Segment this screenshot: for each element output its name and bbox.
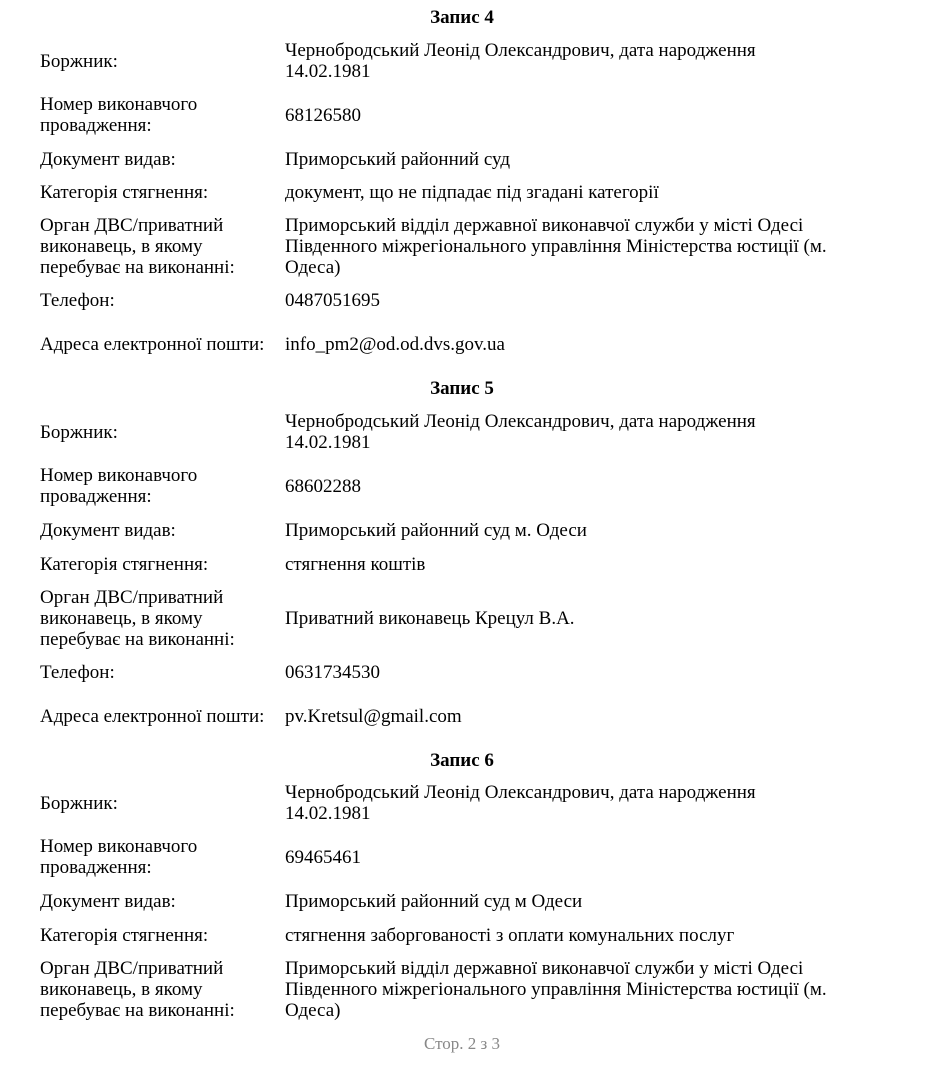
record-row-issued-by bbox=[40, 519, 910, 541]
record-row-email bbox=[40, 695, 910, 737]
value-debtor: Чернобродський Леонід Олександрович, дата народження 14.02.1981 bbox=[285, 782, 756, 824]
record-row-email bbox=[40, 323, 910, 365]
record-title: Запис 6 bbox=[430, 750, 494, 771]
record-row-debtor bbox=[40, 782, 910, 824]
value-case-number: 69465461 bbox=[285, 846, 361, 868]
label-category: Категорія стягнення: bbox=[40, 553, 209, 575]
record-row-issued-by bbox=[40, 890, 910, 912]
record-row-category bbox=[40, 553, 910, 575]
record-row-phone bbox=[40, 289, 910, 311]
record-row-case-number bbox=[40, 836, 910, 878]
record-row-debtor bbox=[40, 40, 910, 82]
record-row-case-number bbox=[40, 465, 910, 507]
record-row-authority bbox=[40, 957, 910, 1021]
value-category: стягнення заборгованості з оплати комунальних послуг bbox=[285, 924, 735, 946]
value-phone: 0631734530 bbox=[285, 661, 380, 683]
record-row-issued-by bbox=[40, 148, 910, 170]
label-category: Категорія стягнення: bbox=[40, 181, 209, 203]
label-email: Адреса електронної пошти: bbox=[40, 333, 265, 355]
page-number: Стор. 2 з 3 bbox=[423, 1034, 501, 1053]
value-case-number: 68126580 bbox=[285, 104, 361, 126]
value-category: документ, що не підпадає під згадані категорії bbox=[285, 181, 659, 203]
record-title: Запис 4 bbox=[430, 7, 494, 28]
value-debtor: Чернобродський Леонід Олександрович, дата народження 14.02.1981 bbox=[285, 40, 756, 82]
label-authority: Орган ДВС/приватний виконавець, в якому перебуває на виконанні: bbox=[40, 586, 235, 650]
record-row-authority bbox=[40, 214, 910, 278]
record-row-phone bbox=[40, 661, 910, 683]
value-authority: Приморський відділ державної виконавчої служби у місті Одесі Південного міжрегіонального управління Міністерства юстиції (м. Одеса) bbox=[285, 957, 827, 1021]
value-authority: Приватний виконавець Крецул В.А. bbox=[285, 607, 575, 629]
value-debtor: Чернобродський Леонід Олександрович, дата народження 14.02.1981 bbox=[285, 411, 756, 453]
label-email: Адреса електронної пошти: bbox=[40, 705, 265, 727]
record-row-category bbox=[40, 181, 910, 203]
label-issued-by: Документ видав: bbox=[40, 148, 176, 170]
label-debtor: Боржник: bbox=[40, 50, 118, 72]
value-email: pv.Kretsul@gmail.com bbox=[285, 705, 462, 727]
record-row-case-number bbox=[40, 94, 910, 136]
label-case-number: Номер виконавчого провадження: bbox=[40, 94, 198, 136]
record-row-authority bbox=[40, 586, 910, 650]
label-category: Категорія стягнення: bbox=[40, 924, 209, 946]
label-debtor: Боржник: bbox=[40, 421, 118, 443]
value-phone: 0487051695 bbox=[285, 289, 380, 311]
value-category: стягнення коштів bbox=[285, 553, 426, 575]
value-issued-by: Приморський районний суд bbox=[285, 148, 511, 170]
label-debtor: Боржник: bbox=[40, 792, 118, 814]
record-row-category bbox=[40, 924, 910, 946]
value-issued-by: Приморський районний суд м Одеси bbox=[285, 890, 583, 912]
value-authority: Приморський відділ державної виконавчої служби у місті Одесі Південного міжрегіонального управління Міністерства юстиції (м. Одеса) bbox=[285, 214, 827, 278]
value-case-number: 68602288 bbox=[285, 475, 361, 497]
record-row-debtor bbox=[40, 411, 910, 453]
label-case-number: Номер виконавчого провадження: bbox=[40, 836, 198, 878]
label-authority: Орган ДВС/приватний виконавець, в якому перебуває на виконанні: bbox=[40, 957, 235, 1021]
label-authority: Орган ДВС/приватний виконавець, в якому перебуває на виконанні: bbox=[40, 214, 235, 278]
label-phone: Телефон: bbox=[40, 289, 115, 311]
value-issued-by: Приморський районний суд м. Одеси bbox=[285, 519, 587, 541]
label-issued-by: Документ видав: bbox=[40, 519, 176, 541]
record-title: Запис 5 bbox=[430, 378, 494, 399]
value-email: info_pm2@od.od.dvs.gov.ua bbox=[285, 333, 505, 355]
label-case-number: Номер виконавчого провадження: bbox=[40, 465, 198, 507]
label-issued-by: Документ видав: bbox=[40, 890, 176, 912]
label-phone: Телефон: bbox=[40, 661, 115, 683]
